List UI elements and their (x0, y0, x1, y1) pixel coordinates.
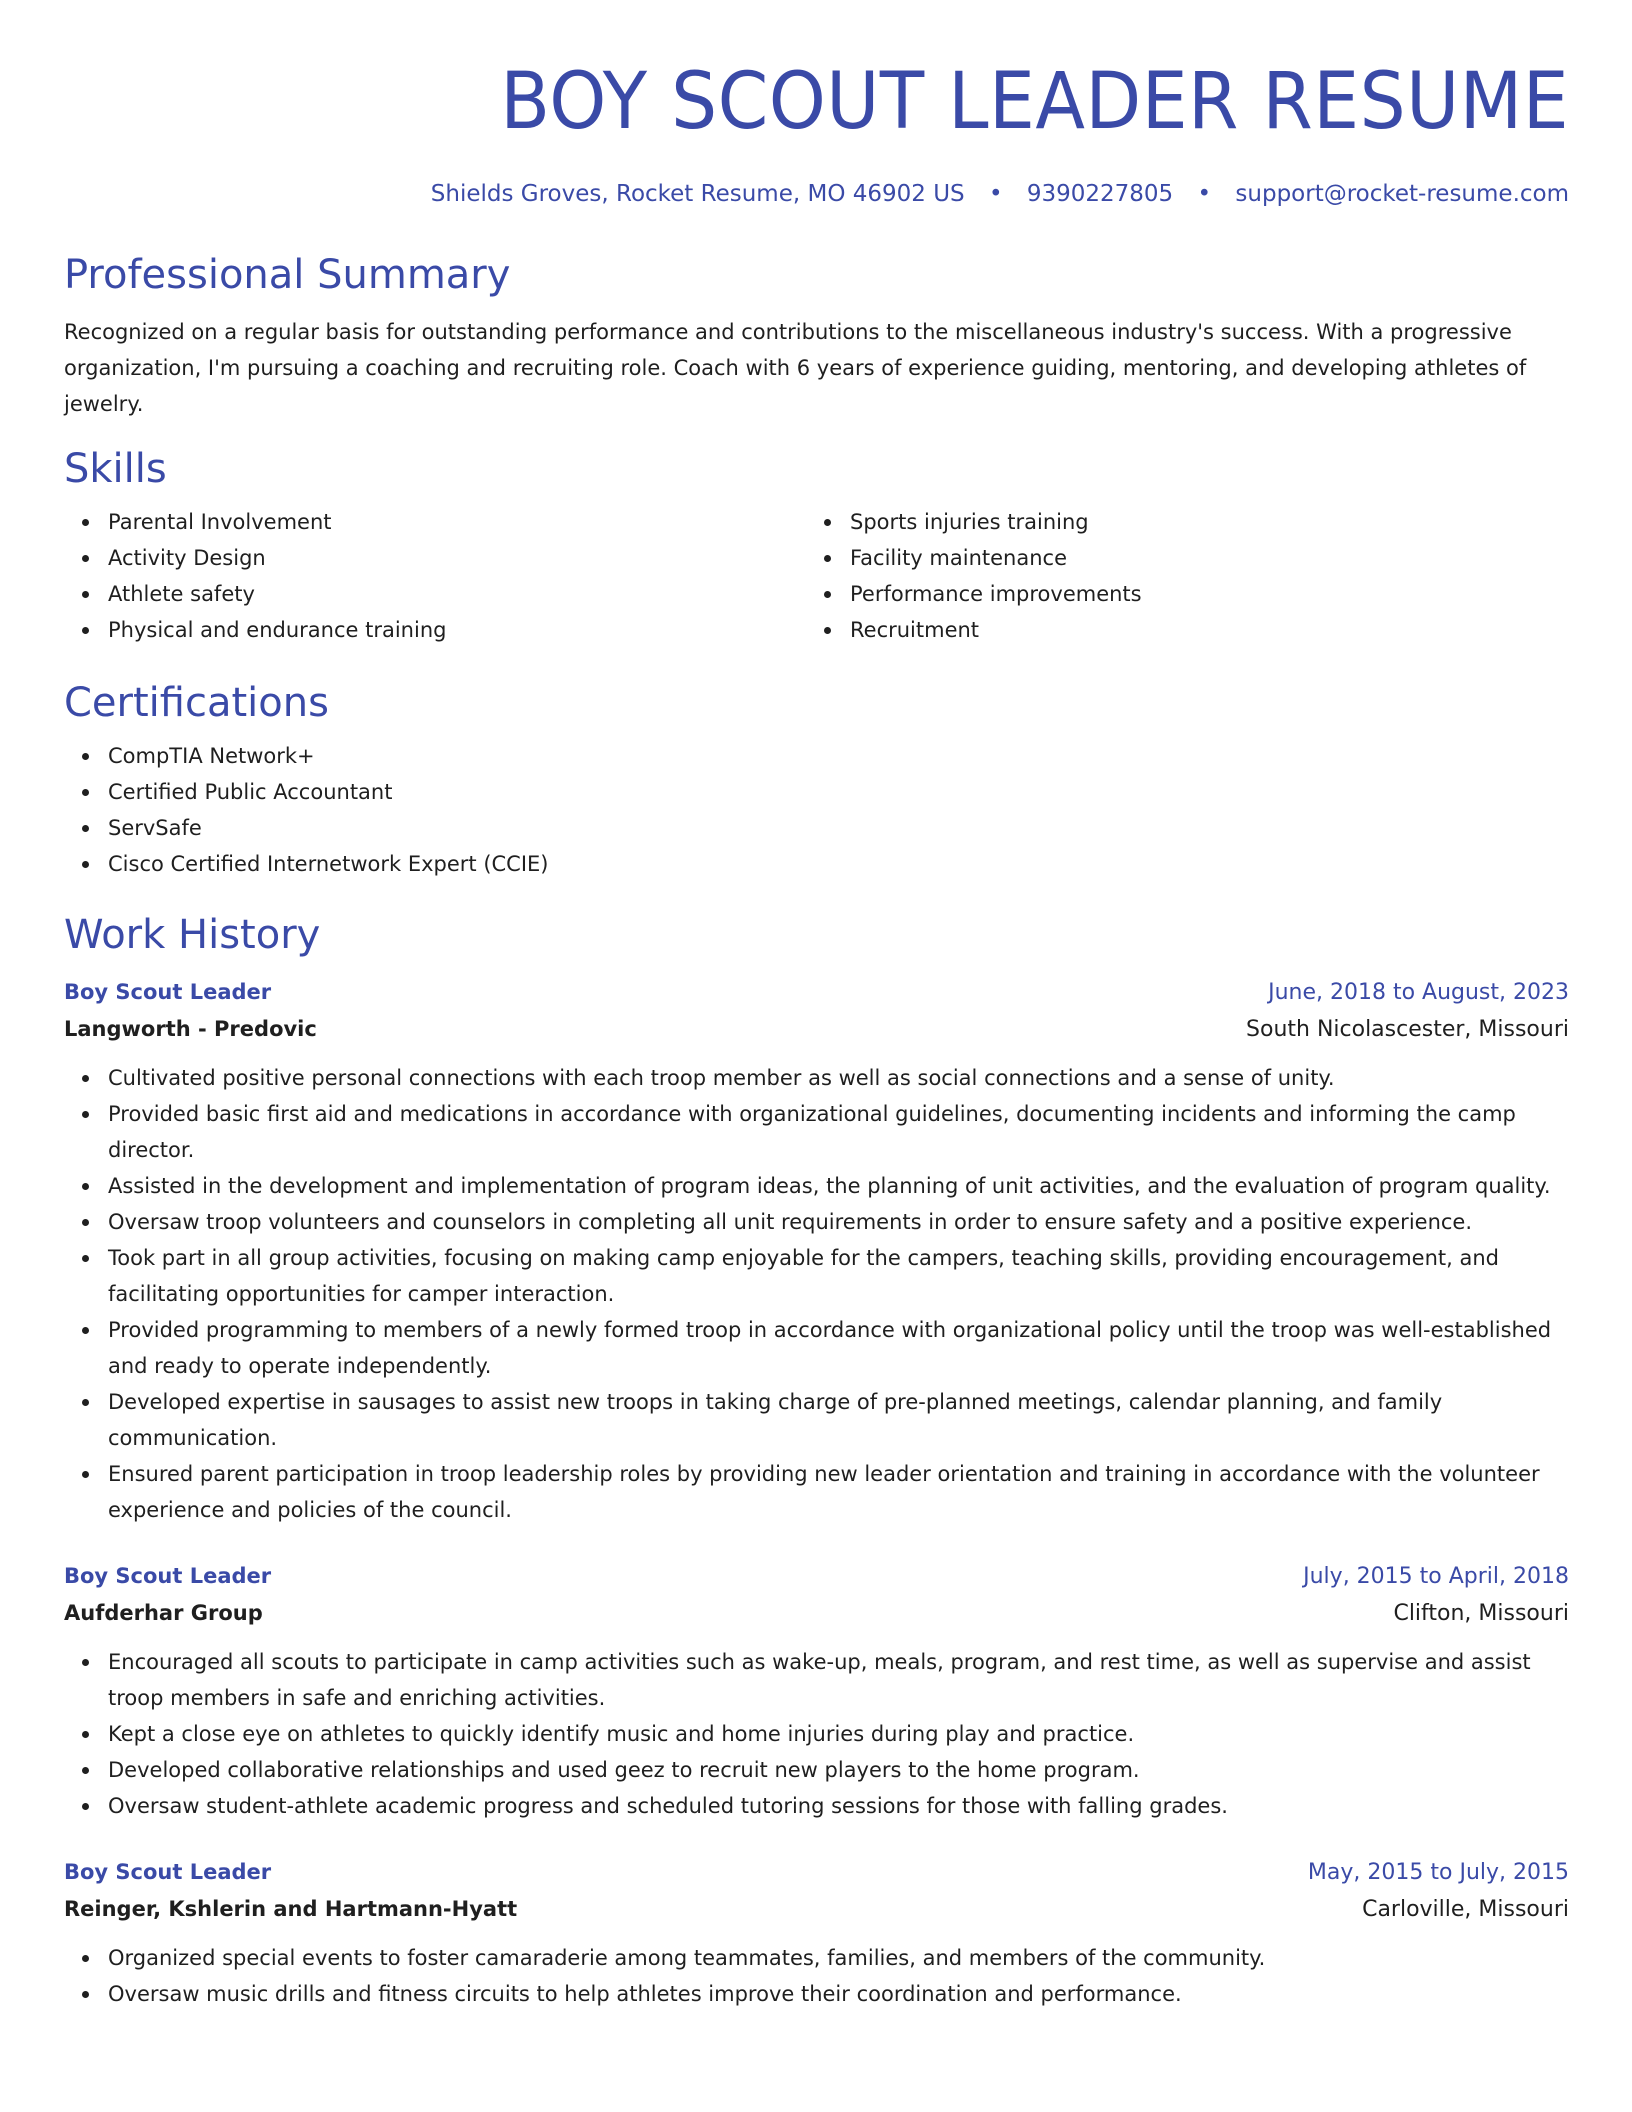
certification-item: Cisco Certified Internetwork Expert (CCIE) (108, 846, 1569, 882)
certifications-list (64, 738, 1569, 882)
contact-separator: • (1197, 181, 1212, 207)
job-header-row (64, 1558, 1569, 1595)
job-dates: May, 2015 to July, 2015 (1307, 1860, 1569, 1885)
skill-item: Physical and endurance training (108, 612, 806, 648)
job-dates: June, 2018 to August, 2023 (1268, 980, 1569, 1005)
skills-list-right (806, 504, 1548, 648)
job-subheader-row (64, 1595, 1569, 1632)
skill-item: Recruitment (850, 612, 1548, 648)
job-company: Reinger, Kshlerin and Hartmann-Hyatt (64, 1897, 518, 1921)
job-subheader-row (64, 1011, 1569, 1048)
skills-list-left (64, 504, 806, 648)
certification-item: ServSafe (108, 810, 1569, 846)
job-duty-item: Assisted in the development and implementation of program ideas, the planning of unit activities, and the evaluation of program quality. (108, 1168, 1569, 1204)
job-duty-item: Cultivated positive personal connections with each troop member as well as social connections and a sense of unity. (108, 1060, 1569, 1096)
job-entry (64, 1558, 1569, 1824)
section-heading-summary: Professional Summary (64, 252, 511, 298)
skills-grid (64, 504, 1569, 648)
section-heading-skills: Skills (64, 446, 167, 492)
skill-item: Activity Design (108, 540, 806, 576)
job-header-row (64, 974, 1569, 1011)
resume-title: BOY SCOUT LEADER RESUME (500, 57, 1569, 147)
job-header-row (64, 1854, 1569, 1891)
job-entry (64, 974, 1569, 1528)
job-location: Carloville, Missouri (1362, 1897, 1569, 1922)
job-duty-item: Took part in all group activities, focusing on making camp enjoyable for the campers, teaching skills, providing encouragement, and facilitating opportunities for camper interaction. (108, 1240, 1569, 1312)
job-duty-item: Kept a close eye on athletes to quickly identify music and home injuries during play and practice. (108, 1716, 1569, 1752)
job-title: Boy Scout Leader (64, 1564, 272, 1588)
job-duties-list (64, 1940, 1569, 2012)
summary-text: Recognized on a regular basis for outstanding performance and contributions to the miscellaneous industry's success. With a progressive organization, I'm pursuing a coaching and recruiting role. Coach with 6 years of experience guiding, mentoring, and developing athletes of jewelry. (64, 320, 1527, 416)
job-duties-list (64, 1644, 1569, 1824)
certification-item: CompTIA Network+ (108, 738, 1569, 774)
certification-item: Certified Public Accountant (108, 774, 1569, 810)
skills-column-left (64, 504, 806, 648)
job-subheader-row (64, 1891, 1569, 1928)
job-duties-list (64, 1060, 1569, 1528)
skill-item: Facility maintenance (850, 540, 1548, 576)
section-heading-certifications: Certifications (64, 680, 329, 726)
contact-email[interactable]: support@rocket-resume.com (1235, 181, 1569, 207)
job-title: Boy Scout Leader (64, 1860, 272, 1884)
skill-item: Performance improvements (850, 576, 1548, 612)
skill-item: Sports injuries training (850, 504, 1548, 540)
job-location: South Nicolascester, Missouri (1246, 1017, 1569, 1042)
contact-info (64, 178, 1569, 210)
job-duty-item: Oversaw student-athlete academic progress and scheduled tutoring sessions for those with falling grades. (108, 1788, 1569, 1824)
job-duty-item: Developed collaborative relationships and used geez to recruit new players to the home program. (108, 1752, 1569, 1788)
job-location: Clifton, Missouri (1393, 1601, 1569, 1626)
job-title: Boy Scout Leader (64, 980, 272, 1004)
job-dates: July, 2015 to April, 2018 (1303, 1564, 1569, 1589)
job-company: Langworth - Predovic (64, 1017, 317, 1041)
job-duty-item: Oversaw music drills and fitness circuits to help athletes improve their coordination and performance. (108, 1976, 1569, 2012)
job-duty-item: Oversaw troop volunteers and counselors in completing all unit requirements in order to ensure safety and a positive experience. (108, 1204, 1569, 1240)
section-heading-work-history: Work History (64, 912, 321, 958)
skills-column-right (806, 504, 1548, 648)
contact-separator: • (988, 181, 1003, 207)
contact-phone: 9390227805 (1026, 181, 1174, 207)
job-duty-item: Encouraged all scouts to participate in camp activities such as wake-up, meals, program, and rest time, as well as supervise and assist troop members in safe and enriching activities. (108, 1644, 1569, 1716)
skill-item: Athlete safety (108, 576, 806, 612)
job-entry (64, 1854, 1569, 2012)
job-duty-item: Ensured parent participation in troop leadership roles by providing new leader orientation and training in accordance with the volunteer experience and policies of the council. (108, 1456, 1569, 1528)
job-company: Aufderhar Group (64, 1601, 263, 1625)
contact-address: Shields Groves, Rocket Resume, MO 46902 US (430, 181, 965, 207)
job-duty-item: Developed expertise in sausages to assist new troops in taking charge of pre-planned meetings, calendar planning, and family communication. (108, 1384, 1569, 1456)
skill-item: Parental Involvement (108, 504, 806, 540)
job-duty-item: Organized special events to foster camaraderie among teammates, families, and members of the community. (108, 1940, 1569, 1976)
job-duty-item: Provided basic first aid and medications in accordance with organizational guidelines, documenting incidents and informing the camp director. (108, 1096, 1569, 1168)
job-duty-item: Provided programming to members of a newly formed troop in accordance with organizational policy until the troop was well-established and ready to operate independently. (108, 1312, 1569, 1384)
